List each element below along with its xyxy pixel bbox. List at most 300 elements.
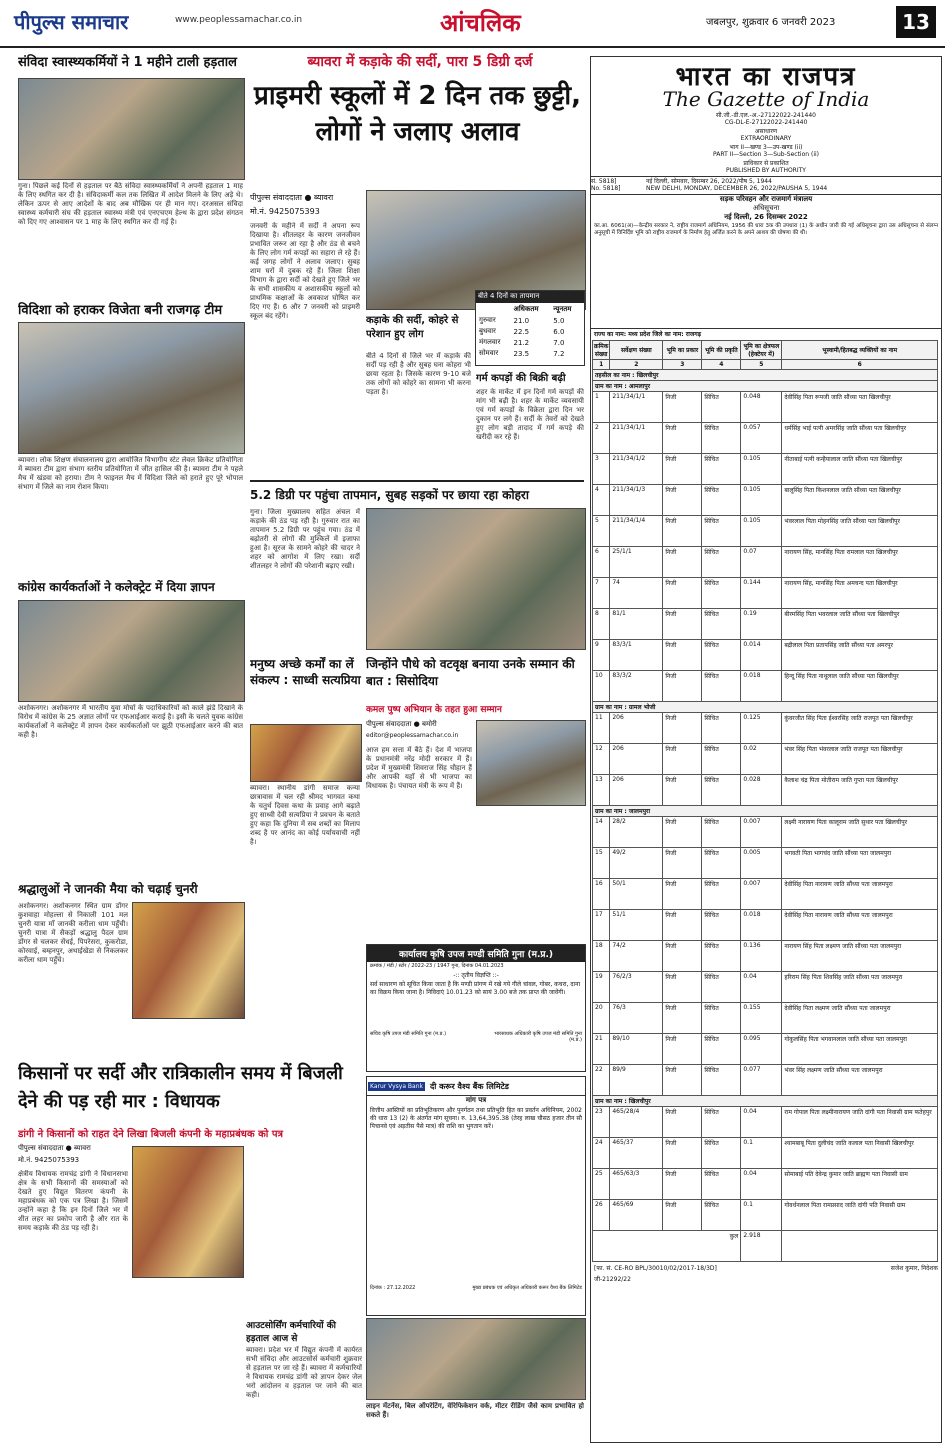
- divider: [250, 480, 584, 482]
- gazette-cell: 206: [610, 713, 663, 744]
- gazette-cell: 76/3: [610, 1003, 663, 1034]
- temperature-header-row: [478, 304, 582, 315]
- gazette-cell: 465/37: [610, 1138, 663, 1169]
- story-2-photo: [18, 322, 245, 454]
- temp-max: 23.5: [513, 349, 530, 358]
- gazette-cell: 0.04: [741, 1169, 782, 1200]
- gazette-cell: 0.136: [741, 941, 782, 972]
- gazette-cell: सिंचित: [702, 1034, 741, 1065]
- story-10-caption: लाइन मेंटनेंस, बिल ऑपरेटिंग, वेरिफिकेशन वर्क, मीटर रीडिंग जैसे काम प्रभावित हो सकते हैं।: [366, 1402, 584, 1419]
- gazette-cell: 83/3/1: [610, 640, 663, 671]
- gazette-cell: 465/63/3: [610, 1169, 663, 1200]
- gazette-cell: 11: [593, 713, 610, 744]
- gazette-cell: सिंचित: [702, 713, 741, 744]
- story-10-photo: [366, 1318, 586, 1400]
- gazette-title-english: The Gazette of India: [662, 87, 870, 111]
- gazette-cell: 0.018: [741, 910, 782, 941]
- gazette-section-label: ग्राम का नाम : आमलापुर: [593, 381, 938, 392]
- story-5-headline: प्राइमरी स्कूलों में 2 दिन तक छुट्टी, लोगों ने जलाए अलाव: [254, 81, 581, 147]
- gazette-cell: निजी: [663, 392, 702, 423]
- gazette-cell: हरिराम सिंह पिता शिवसिंह जाति सौंध्या पता जालमपुरा: [782, 972, 938, 1003]
- story-9-photo: [132, 1146, 244, 1278]
- gazette-row: [593, 1138, 938, 1169]
- story-5b-body: शहर के मार्केट में इन दिनों गर्म कपड़ों की मांग भी बढ़ी है। शहर के मार्केट व्यवसायी एवं गर्म कपड़ों के विक्रेता द्वारा दिन भर दुकान पर लगे हैं। सर्दी के तेवरों को देखते हुए लोग बड़ी तादाद में गर्म कपड़े की खरीदी कर रहे हैं।: [476, 388, 584, 441]
- temp-min: 7.0: [553, 338, 565, 347]
- gazette-notification: अधिसूचना: [752, 204, 780, 212]
- gazette-row: [593, 423, 938, 454]
- story-4-body: अशोकनगर। अशोकनगर स्थित ग्राम डोंगर कुशवाहा मोहल्ला से निकाली 101 मल चुनरी यात्रा माँ जानकी करीला धाम पहुँची। चुनरी यात्रा में सैकड़ों श्रद्धालु पैदल ग्राम डोंगर से चलकर सेंधई, पिपरेसरा, कुकरोडा, कोरवाई, बम्हनपुर, अथाईखेडा से निकलकर करीला धाम पहुँचे।: [18, 902, 128, 964]
- gazette-cell: निजी: [663, 879, 702, 910]
- gazette-cell: निजी: [663, 1065, 702, 1096]
- gazette-cell: निजी: [663, 848, 702, 879]
- gazette-cell: सिंचित: [702, 609, 741, 640]
- bank-notice-footer: [367, 1284, 585, 1306]
- story-9-byline: पीपुल्स संवाददाता ● ब्यावरा: [18, 1144, 91, 1152]
- gazette-cell: 211/34/1/1: [610, 392, 663, 423]
- gazette-cell: सोमाबाई पति देवेन्द्र कुमार जाति ब्राह्मण पता निवासी ग्राम: [782, 1169, 938, 1200]
- gazette-col-header: भूमि की प्रकृति: [702, 341, 741, 360]
- temp-day: मंगलवार: [479, 338, 501, 346]
- temperature-table: [478, 304, 582, 359]
- gazette-cell: 465/69: [610, 1200, 663, 1231]
- gazette-section-row: [593, 381, 938, 392]
- story-5-caption: कड़ाके की सर्दी, कोहरे से परेशान हुए लोग: [366, 315, 459, 340]
- gazette-cell: श्यामबाबू पिता दुलीचंद जाति कलाल पता निवासी खिलचीपुर: [782, 1138, 938, 1169]
- temp-day: गुरुवार: [479, 316, 496, 324]
- story-9-subhead: डांगी ने किसानों को राहत देने लिखा बिजली कंपनी के महाप्रबंधक को पत्र: [18, 1129, 284, 1140]
- gazette-row: [593, 454, 938, 485]
- gazette-cell: सिंचित: [702, 392, 741, 423]
- gazette-footer-ref: [फा. सं. CE-RO BPL/30010/02/2017-18/3D]: [594, 1265, 717, 1272]
- gazette-cell: 3: [593, 454, 610, 485]
- gazette-row: [593, 392, 938, 423]
- gazette-row: [593, 1065, 938, 1096]
- gazette-section-row: [593, 806, 938, 817]
- gazette-cell: राम गोपाल पिता लक्ष्मीनारायण जाति दांगी पता निवासी ग्राम फतेहपुर: [782, 1107, 938, 1138]
- gazette-cell: 18: [593, 941, 610, 972]
- gazette-cell: नीताबाई पत्नी कन्हैयालाल जाति सौंध्या पता खिलचीपुर: [782, 454, 938, 485]
- gazette-cell: 16: [593, 879, 610, 910]
- gazette-date-hi: नई दिल्ली, सोमवार, दिसम्बर 26, 2022/पौष 5, 1944: [646, 178, 772, 185]
- temperature-box-title: बीते 4 दिनों का तापमान: [476, 291, 584, 303]
- gazette-cell: 0.02: [741, 744, 782, 775]
- gazette-col-num: 6: [782, 360, 938, 370]
- gazette-cell: 12: [593, 744, 610, 775]
- gazette-cell: निजी: [663, 1138, 702, 1169]
- story-8-headline: जिन्होंने पौधे को वटवृक्ष बनाया उनके सम्मान की बात : सिसोदिया: [366, 657, 575, 688]
- gazette-cell: नारायण सिंह पिता लक्ष्मण जाति सौंध्या पता जालमपुरा: [782, 941, 938, 972]
- gazette-cell: सिंचित: [702, 972, 741, 1003]
- gazette-row: [593, 578, 938, 609]
- story-6-headline: 5.2 डिग्री पर पहुंचा तापमान, सुबह सड़कों पर छाया रहा कोहरा: [250, 488, 529, 502]
- gazette-row: [593, 1200, 938, 1231]
- gazette-cell: 21: [593, 1034, 610, 1065]
- gazette-no-hi: सं. 5818]: [591, 178, 617, 185]
- gazette-cell: 0.04: [741, 1107, 782, 1138]
- story-9-body: क्षेत्रीय विधायक रामचंद्र डांगी ने विधानसभा क्षेत्र के सभी किसानों की समस्याओं को देखते हुए विद्युत वितरण कंपनी के महाप्रबंधक को एक पत्र लिखा है। जिसमें उन्होंने कहा है कि इन दिनों जिले भर में शीत लहर का प्रकोप जारी है और रात के समय कड़ाके की ठंड पड़ रही है।: [18, 1170, 128, 1232]
- story-5-kicker: ब्यावरा में कड़ाके की सर्दी, पारा 5 डिग्री दर्ज: [307, 54, 533, 70]
- gazette-row: [593, 1034, 938, 1065]
- gazette-cell: सिंचित: [702, 578, 741, 609]
- mandi-notice-ref: क्रमांक / मंडी / स्टोर / 2022-23 / 1947 गुना, दिनांक 04.01.2023: [370, 963, 504, 969]
- gazette-colnum-row: [593, 360, 938, 370]
- masthead-url[interactable]: www.peoplessamachar.co.in: [175, 15, 303, 25]
- gazette-cell: भगवती पिता भागचंद जाति सौंध्या पता जालमपुरा: [782, 848, 938, 879]
- gazette-row: [593, 910, 938, 941]
- story-6-body: गुना। जिला मुख्यालय सहित अंचल में कड़ाके की ठंड पड़ रही है। गुरुवार रात का तापमान 5.2 डिग्री पर पहुंच गया। ठंड में बढ़ोतरी से लोगों की मुश्किलें में इजाफा हुआ है। सूरज के सामने कोहरे की चादर ने शहर को आगोश में लिए रखा। सर्दी शीतलहर ने लोगों की परेशानी बढ़ाए रखी।: [250, 508, 360, 570]
- gazette-row: [593, 972, 938, 1003]
- gazette-cell: भंवर सिंह पिता भंवरलाल जाति राजपूत पता खिलचीपुर: [782, 744, 938, 775]
- gazette-cell: 74/2: [610, 941, 663, 972]
- story-3-body: अशोकनगर। अशोकनगर में भारतीय युवा मोर्चा के पदाधिकारियों को काले झंडे दिखाने के विरोध में कांग्रेस के 25 अज्ञात लोगों पर एफआईआर कराई है। इसी के चलते युवक कांग्रेस कार्यकर्ताओं ने कलेक्ट्रेट में ज्ञापन देकर कार्यकर्ताओं पर झूठी एफआईआर करने की बात कही है।: [18, 704, 243, 739]
- bank-notice-title: मांग पत्र: [465, 1096, 487, 1104]
- gazette-col-header: भूमि का प्रकार: [663, 341, 702, 360]
- temp-min: 7.2: [553, 349, 565, 358]
- story-3-headline: कांग्रेस कार्यकर्ताओं ने कलेक्ट्रेट में दिया ज्ञापन: [18, 580, 215, 594]
- gazette-cell: सिंचित: [702, 775, 741, 806]
- gazette-cell: 211/34/1/2: [610, 454, 663, 485]
- gazette-col-num: 1: [593, 360, 610, 370]
- gazette-row: [593, 879, 938, 910]
- gazette-cell: 0.007: [741, 879, 782, 910]
- gazette-total-label: कुल: [593, 1231, 741, 1262]
- gazette-reg: सी.जी.-डी.एल.-अ.-27122022-241440: [716, 112, 816, 119]
- gazette-cell: 15: [593, 848, 610, 879]
- gazette-cell: 211/34/1/3: [610, 485, 663, 516]
- gazette-cell: सिंचित: [702, 879, 741, 910]
- gazette-row: [593, 817, 938, 848]
- bank-name: दी करूर वैश्य बैंक लिमिटेड: [429, 1081, 509, 1091]
- story-5-body: जनवरी के महीने में सर्दी ने अपना रूप दिखाया है। शीतलहर के कारण जनजीवन प्रभावित जरूर आ रहा है और ठंड से बचने के लिए लोग गर्म कपड़ों का सहारा ले रहे हैं। कई जगह लोगों ने अलाव जलाए। सुबह शाम घरों में दुबक रहे हैं। जिला शिक्षा विभाग के द्वारा सर्दी को देखते हुए जिले भर के सभी शासकीय व अशासकीय स्कूलों को प्राथमिक कक्षाओं के अवकाश घोषित कर दिए गए हैं। 6 और 7 जनवरी को प्राइमरी स्कूल बंद रहेंगे।: [250, 222, 360, 320]
- gazette-cell: 25: [593, 1169, 610, 1200]
- story-5-byline: पीपुल्स संवाददाता ● ब्यावरा: [250, 193, 334, 202]
- gazette-row: [593, 671, 938, 702]
- gazette-cell: सिंचित: [702, 671, 741, 702]
- gazette-total-empty: [782, 1231, 938, 1262]
- gazette-cell: निजी: [663, 423, 702, 454]
- story-2-headline: विदिशा को हराकर विजेता बनी राजगढ़ टीम: [18, 303, 223, 318]
- gazette-cell: निजी: [663, 516, 702, 547]
- gazette-reg-en: CG-DL-E-27122022-241440: [724, 119, 808, 126]
- gazette-cell: नारायण सिंह, मानसिंह पिता रामलाल पता खिलचीपुर: [782, 547, 938, 578]
- gazette-row: [593, 640, 938, 671]
- gazette-section-label: ग्राम का नाम : खिलचीपुर: [593, 1096, 938, 1107]
- gazette-col-header: सर्वेक्षण संख्या: [610, 341, 663, 360]
- gazette-cell: 76/2/3: [610, 972, 663, 1003]
- gazette-cell: 9: [593, 640, 610, 671]
- gazette-cell: धर्मसिंह भाई पत्नी अमरसिंह जाति सौंध्या पता खिलचीपुर: [782, 423, 938, 454]
- gazette-cell: निजी: [663, 1200, 702, 1231]
- gazette-cell: 8: [593, 609, 610, 640]
- gazette-cell: सिंचित: [702, 640, 741, 671]
- gazette-issue-en: [591, 185, 941, 195]
- gazette-cell: निजी: [663, 775, 702, 806]
- gazette-cell: 0.018: [741, 671, 782, 702]
- gazette-land-table: [592, 340, 938, 1262]
- gazette-col-header: भूमि का क्षेत्रफल (हेक्टेयर में): [741, 341, 782, 360]
- story-10-headline: आउटसोर्सिंग कर्मचारियों की हड़ताल आज से: [246, 1321, 336, 1344]
- story-2-body: ब्यावरा। लोक शिक्षण संचालनालय द्वारा आयोजित विभागीय स्टेट लेवल क्रिकेट प्रतियोगिता में ब्यावरा टीम द्वारा संभाग स्तरीय प्रतियोगिता में जीत हासिल की है। ब्यावरा टीम ने पहले मैच में खंडवा को हराया। टीम ने फाइनल मैच में विदिशा जिले को हराते हुए पूरे भोपाल संभाग में जिले का नाम रोशन किया।: [18, 456, 243, 491]
- mandi-sign-right: भारसाधक अधिकारी कृषि उपज मंडी समिति गुना (म.प्र.): [494, 1031, 582, 1043]
- gazette-cell: 19: [593, 972, 610, 1003]
- gazette-section-row: [593, 1096, 938, 1107]
- gazette-cell: सिंचित: [702, 910, 741, 941]
- gazette-cell: बीरमसिंह पिता भवरलाल जाति सौंध्या पता खिलचीपुर: [782, 609, 938, 640]
- gazette-auth-hi: प्राधिकार से प्रकाशित: [743, 160, 789, 167]
- story-5-caption-text: बीते 4 दिनों से जिले भर में कड़ाके की सर्दी पड़ रही है और सुबह घना कोहरा भी छाया रहता है। जिसके कारण 9-10 बजे तक लोगों को कोहरे का सामना भी करना पड़ता है।: [366, 352, 471, 396]
- gazette-footer: [591, 1263, 941, 1274]
- gazette-cell: निजी: [663, 941, 702, 972]
- gazette-cell: 25/1/1: [610, 547, 663, 578]
- mandi-notice: [366, 944, 586, 1072]
- gazette-title-hindi: भारत का राजपत्र: [675, 62, 857, 92]
- story-7-photo: [250, 724, 362, 782]
- gazette-cell: 206: [610, 744, 663, 775]
- gazette-cell: 4: [593, 485, 610, 516]
- gazette-cell: 0.014: [741, 640, 782, 671]
- gazette-cell: 0.125: [741, 713, 782, 744]
- temperature-header-cell: अधिकतम: [513, 305, 539, 313]
- gazette-cell: निजी: [663, 817, 702, 848]
- mandi-notice-title: कार्यालय कृषि उपज मण्डी समिति गुना (म.प्र.): [367, 945, 585, 962]
- gazette-auth-en: PUBLISHED BY AUTHORITY: [726, 167, 806, 174]
- gazette-notice: [590, 56, 942, 1443]
- gazette-row: [593, 744, 938, 775]
- gazette-cell: भंवर सिंह लक्ष्मण जाति सौंध्या पता जालमपुरा: [782, 1065, 938, 1096]
- gazette-cell: हिन्दू सिंह पिता नाथूलाल जाति सौंध्या पता खिलचीपुर: [782, 671, 938, 702]
- story-9-phone: मो.नं. 9425075393: [18, 1156, 80, 1164]
- story-8-email[interactable]: editor@peoplessamachar.co.in: [366, 732, 459, 739]
- gazette-cell: सिंचित: [702, 1200, 741, 1231]
- gazette-col-num: 5: [741, 360, 782, 370]
- gazette-cell: 74: [610, 578, 663, 609]
- gazette-cell: निजी: [663, 1169, 702, 1200]
- story-7-body: ब्यावरा। स्थानीय डांगी समाज कन्या छात्रावास में चल रही श्रीमद भागवत कथा के चतुर्थ दिवस कथा के प्रवाह आगे बढ़ाते हुए साध्वी देवी सत्यप्रिया ने प्रवचन के बताते हुए कहा कि दुनिया में सब शब्दों का मिलाप शब्द है पर आनंद का कोई पर्यायवाची नहीं है।: [250, 784, 360, 846]
- mandi-notice-signatures: [367, 1030, 585, 1052]
- gazette-row: [593, 1003, 938, 1034]
- gazette-cell: सिंचित: [702, 516, 741, 547]
- gazette-cell: निजी: [663, 744, 702, 775]
- gazette-cell: 1: [593, 392, 610, 423]
- gazette-total-row: [593, 1231, 938, 1262]
- gazette-cell: 24: [593, 1138, 610, 1169]
- gazette-cell: निजी: [663, 1003, 702, 1034]
- gazette-cell: सिंचित: [702, 744, 741, 775]
- gazette-cell: देवीसिंह पिता नारायण जाति सौंध्या पता जालमपुरा: [782, 879, 938, 910]
- temperature-row: [478, 315, 582, 326]
- gazette-cell: 465/28/4: [610, 1107, 663, 1138]
- temperature-header-cell: न्यूनतम: [553, 305, 572, 313]
- gazette-col-header: भूस्वामी/हितबद्ध व्यक्तियों का नाम: [782, 341, 938, 360]
- temperature-box: [475, 290, 585, 366]
- gazette-cell: सिंचित: [702, 454, 741, 485]
- temp-day: बुधवार: [479, 327, 496, 335]
- gazette-cell: 0.19: [741, 609, 782, 640]
- gazette-cell: 5: [593, 516, 610, 547]
- gazette-cell: निजी: [663, 547, 702, 578]
- gazette-cell: निजी: [663, 671, 702, 702]
- gazette-total-value: 2.918: [741, 1231, 782, 1262]
- gazette-cell: निजी: [663, 972, 702, 1003]
- page-number: 13: [896, 6, 936, 38]
- gazette-cell: 0.105: [741, 516, 782, 547]
- story-8-subhead: कमल पुष्प अभियान के तहत हुआ सम्मान: [366, 705, 502, 715]
- story-7-headline: मनुष्य अच्छे कर्मों का लें संकल्प : साध्वी सत्यप्रिया: [250, 657, 361, 687]
- gazette-row: [593, 547, 938, 578]
- gazette-row: [593, 1169, 938, 1200]
- gazette-row: [593, 609, 938, 640]
- gazette-cell: निजी: [663, 578, 702, 609]
- gazette-cell: 0.028: [741, 775, 782, 806]
- gazette-cell: सिंचित: [702, 941, 741, 972]
- gazette-cell: 13: [593, 775, 610, 806]
- bank-logo: Karur Vysya Bank: [370, 1082, 423, 1090]
- gazette-date-en: NEW DELHI, MONDAY, DECEMBER 26, 2022/PAUSHA 5, 1944: [646, 185, 828, 192]
- dateline: जबलपुर, शुक्रवार 6 जनवरी 2023: [706, 17, 836, 28]
- gazette-cell: 89/10: [610, 1034, 663, 1065]
- gazette-body: का.आ. 6061(अ)—केन्द्रीय सरकार ने, राष्ट्रीय राजमार्ग अधिनियम, 1956 की धारा 3क की उपधारा (1) के अधीन जारी की गई अधिसूचना द्वारा उस अधिसूचना से संलग्न अनुसूची में विनिर्दिष्ट भूमि को राष्ट्रीय राजमार्ग के निर्माण हेतु अर्जित करने के अपने आशय की घोषणा की थी।: [594, 223, 938, 236]
- gazette-cell: 0.1: [741, 1200, 782, 1231]
- mandi-notice-subtitle: -:: तृतीय विज्ञप्ति ::-: [453, 972, 499, 979]
- gazette-cell: निजी: [663, 609, 702, 640]
- temp-max: 22.5: [513, 327, 530, 336]
- gazette-row: [593, 516, 938, 547]
- story-4-photo: [132, 902, 245, 1019]
- gazette-cell: 211/34/1/4: [610, 516, 663, 547]
- gazette-cell: कैलाश चंद्र पिता मोतीराम जाति गुप्ता पता खिलचीपुर: [782, 775, 938, 806]
- gazette-cell: निजी: [663, 640, 702, 671]
- story-1-body: गुना। पिछले कई दिनों से हड़ताल पर बैठे संविदा स्वास्थ्यकर्मियों ने अपनी हड़ताल 1 माह के लिए स्थगित कर दी है। संविदाकर्मी कल तक लिखित में आदेश मिलने के लिए अड़े थे। लेकिन ऊपर से आए आदेशों के बाद अब मौखिक पर ही मान गए। दरअसल संविदा स्वास्थ्य कर्मचारी संघ की हड़ताल स्वास्थ्य मंत्री एवं एनएचएम हेल्थ के द्वारा प्रदेश संगठन को दिए गए आश्वासन पर 1 माह के लिए स्थगित कर दी गई है।: [18, 182, 243, 226]
- gazette-cell: 10: [593, 671, 610, 702]
- story-8-byline: पीपुल्स संवाददाता ● बमोरी: [366, 720, 437, 728]
- gazette-cell: 0.077: [741, 1065, 782, 1096]
- gazette-cell: 83/3/2: [610, 671, 663, 702]
- story-9-headline: किसानों पर सर्दी और रात्रिकालीन समय में बिजली देने की पड़ रही मार : विधायक: [18, 1063, 343, 1112]
- temp-min: 6.0: [553, 327, 565, 336]
- story-6-photo: [366, 508, 586, 650]
- gazette-cell: सिंचित: [702, 848, 741, 879]
- story-3-photo: [18, 600, 245, 702]
- gazette-cell: 6: [593, 547, 610, 578]
- gazette-section-row: [593, 370, 938, 381]
- gazette-cell: लक्ष्मी नारायण पिता कालूराम जाति सुथार पता खिलचीपुर: [782, 817, 938, 848]
- temp-day: सोमवार: [479, 349, 499, 357]
- mandi-notice-body: सर्व साधारण को सूचित किया जाता है कि मण्डी प्रांगण में रखे गये गीले चांवल, गोबर, कचरा, दाना का विक्रय किया जाना है। निविदाएं 10.01.23 को सायं 3.00 बजे तक प्राप्त की जावेंगी।: [370, 981, 581, 996]
- gazette-cell: 2: [593, 423, 610, 454]
- gazette-cell: 51/1: [610, 910, 663, 941]
- gazette-header-row: [593, 341, 938, 360]
- gazette-cell: गोवर्धनलाल पिता रामप्रसाद जाति दांगी पति निवासी ग्राम: [782, 1200, 938, 1231]
- gazette-cell: 23: [593, 1107, 610, 1138]
- gazette-cell: 28/2: [610, 817, 663, 848]
- gazette-cell: सिंचित: [702, 423, 741, 454]
- gazette-part-en: PART II—Section 3—Sub-Section (ii): [713, 151, 819, 158]
- bank-notice-sign: मुख्य प्रबंधक एवं अधिकृत अधिकारी करूर वैश्य बैंक लिमिटेड: [472, 1285, 582, 1291]
- gazette-section-label: तहसील का नाम : खिलचीपुर: [593, 370, 938, 381]
- gazette-cell: 20: [593, 1003, 610, 1034]
- gazette-cell: निजी: [663, 485, 702, 516]
- gazette-cell: 81/1: [610, 609, 663, 640]
- story-8-body: आज हम सत्ता में बैठे हैं। देश में भाजपा के प्रधानमंत्री नरेंद्र मोदी सरकार में हैं। प्रदेश में मुख्यमंत्री शिवराज सिंह चौहान हैं और आपकी यहाँ से भी भाजपा का विधायक है। पंचायत मंत्री के रूप में हैं।: [366, 746, 472, 790]
- story-8-photo: [476, 720, 586, 806]
- story-1-headline: संविदा स्वास्थ्यकर्मियों ने 1 महीने टाली हड़ताल: [18, 55, 237, 70]
- gazette-cell: 0.105: [741, 485, 782, 516]
- gazette-section-label: ग्राम का नाम : ग्रामल भोजी: [593, 702, 938, 713]
- story-4-headline: श्रद्धालुओं ने जानकी मैया को चढ़ाई चुनरी: [18, 882, 198, 896]
- gazette-row: [593, 941, 938, 972]
- gazette-row: [593, 485, 938, 516]
- gazette-cell: 0.04: [741, 972, 782, 1003]
- gazette-issue-hi: [591, 176, 941, 185]
- gazette-cell: सिंचित: [702, 1107, 741, 1138]
- gazette-cell: सिंचित: [702, 1003, 741, 1034]
- gazette-section-row: [593, 702, 938, 713]
- gazette-cell: सिंचित: [702, 1169, 741, 1200]
- gazette-cell: 49/2: [610, 848, 663, 879]
- gazette-cell: देवीसिंह पिता लक्ष्मण जाति सौंध्या पता जालमपुरा: [782, 1003, 938, 1034]
- bank-notice-date: दिनांक : 27.12.2022: [370, 1285, 416, 1291]
- gazette-row: [593, 848, 938, 879]
- gazette-cell: 0.005: [741, 848, 782, 879]
- story-10-body: ब्यावरा। प्रदेश भर में विद्युत कंपनी में कार्यरत सभी संविदा और आउटसोर्स कर्मचारी शुक्रवार से हड़ताल पर जा रहे हैं। ब्यावरा में कर्मचारियों ने विधायक रामचंद्र डांगी को ज्ञापन देकर जेल भरो आंदोलन व हड़ताल पर जाने की बात कही।: [246, 1346, 362, 1399]
- temp-max: 21.0: [513, 316, 530, 325]
- gazette-cell: सिंचित: [702, 547, 741, 578]
- gazette-cell: कुंवरजीत सिंह पिता ईश्वरसिंह जाति राजपूत पता खिलचीपुर: [782, 713, 938, 744]
- gazette-row: [593, 713, 938, 744]
- story-5b-headline: गर्म कपड़ों की बिक्री बढ़ी: [476, 373, 566, 384]
- gazette-cell: सिंचित: [702, 1065, 741, 1096]
- gazette-ministry: सड़क परिवहन और राजमार्ग मंत्रालय: [719, 195, 813, 203]
- gazette-col-header: क्रमिक संख्या: [593, 341, 610, 360]
- gazette-cell: 0.007: [741, 817, 782, 848]
- bank-notice: [366, 1076, 586, 1316]
- gazette-col-num: 4: [702, 360, 741, 370]
- temperature-row: [478, 326, 582, 337]
- gazette-notification-date: नई दिल्ली, 26 दिसम्बर 2022: [724, 213, 808, 221]
- gazette-cell: निजी: [663, 713, 702, 744]
- gazette-cell: 26: [593, 1200, 610, 1231]
- gazette-cell: देवीसिंह पिता रूपजी जाति सौंध्या पता खिलचीपुर: [782, 392, 938, 423]
- gazette-col-num: 3: [663, 360, 702, 370]
- gazette-cell: सिंचित: [702, 1138, 741, 1169]
- gazette-cell: भंवरलाल पिता मोहनसिंह जाति सौंध्या पता खिलचीपुर: [782, 516, 938, 547]
- temperature-row: [478, 337, 582, 348]
- gazette-cell: निजी: [663, 454, 702, 485]
- gazette-cell: 0.07: [741, 547, 782, 578]
- gazette-cell: 206: [610, 775, 663, 806]
- gazette-extra-en: EXTRAORDINARY: [740, 135, 792, 142]
- gazette-cell: नारायण सिंह, मानसिंह पिता अमचन्द पता खिलचीपुर: [782, 578, 938, 609]
- temp-min: 5.0: [553, 316, 565, 325]
- gazette-cell: निजी: [663, 910, 702, 941]
- gazette-cell: देवीसिंह पिता नारायण जाति सौंध्या पता जालमपुरा: [782, 910, 938, 941]
- gazette-col-num: 2: [610, 360, 663, 370]
- temp-max: 21.2: [513, 338, 530, 347]
- temperature-row: [478, 348, 582, 359]
- gazette-cell: 17: [593, 910, 610, 941]
- gazette-cell: गोकुलसिंह पिता भगवानलाल जाति सौंध्या पता जालमपुरा: [782, 1034, 938, 1065]
- gazette-cell: 0.095: [741, 1034, 782, 1065]
- gazette-district: राज्य का नाम: मध्य प्रदेश जिले का नाम: राजगढ़: [591, 328, 941, 339]
- gazette-cell: 0.048: [741, 392, 782, 423]
- bank-notice-header: [367, 1077, 585, 1096]
- gazette-no-en: No. 5818]: [591, 185, 621, 192]
- gazette-bottom-box: जी-21292/22: [594, 1276, 631, 1283]
- gazette-cell: 7: [593, 578, 610, 609]
- story-5-phone: मो.नं. 9425075393: [250, 207, 320, 216]
- gazette-cell: बालूसिंह पिता किशनलाल जाति सौंध्या पता खिलचीपुर: [782, 485, 938, 516]
- gazette-part-hi: भाग II—खण्ड 3—उप-खण्ड (ii): [729, 144, 803, 151]
